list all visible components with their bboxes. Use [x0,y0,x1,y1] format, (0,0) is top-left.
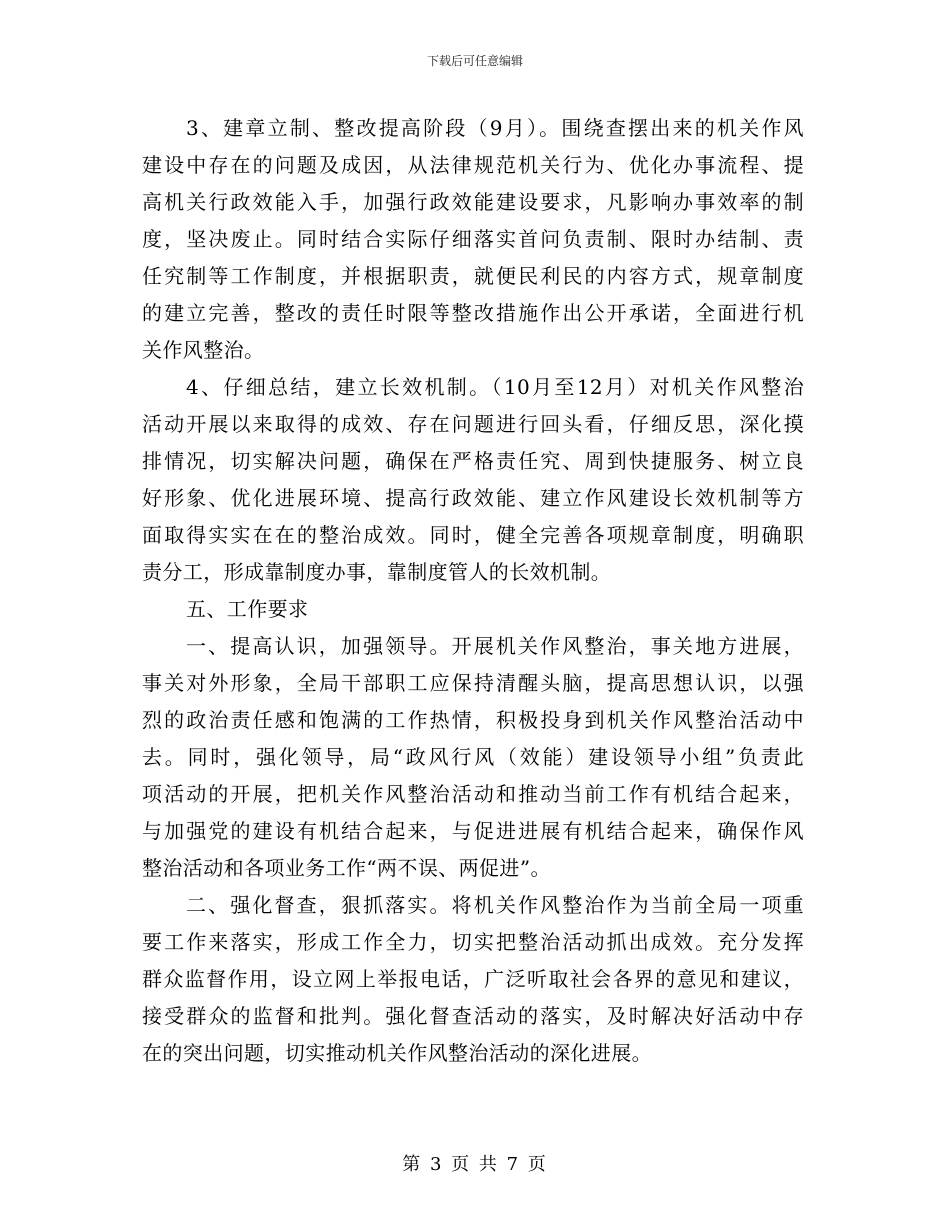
paragraph-4-line-2: 事关对外形象，全局干部职工应保持清醒头脑，提高思想认识，以强 [142,671,804,695]
paragraph-4-line-1: 一、提高认识，加强领导。开展机关作风整治，事关地方进展， [186,634,804,658]
section-heading-work-requirements: 五、工作要求 [186,597,309,621]
paragraph-5-line-2: 要工作来落实，形成工作全力，切实把整治活动抓出成效。充分发挥 [142,930,804,954]
paragraph-5-line-4: 接受群众的监督和批判。强化督查活动的落实，及时解决好活动中存 [142,1004,804,1028]
paragraph-2-line-4: 好形象、优化进展环境、提高行政效能、建立作风建设长效机制等方 [142,486,804,510]
page-number-footer: 第 3 页 共 7 页 [402,1154,548,1175]
paragraph-1-line-4: 度，坚决废止。同时结合实际仔细落实首问负责制、限时办结制、责 [142,227,804,251]
paragraph-4-line-5: 项活动的开展，把机关作风整治活动和推动当前工作有机结合起来， [142,782,804,806]
document-body [142,110,804,1072]
paragraph-5-line-1: 二、强化督查，狠抓落实。将机关作风整治作为当前全局一项重 [186,893,804,917]
paragraph-4-line-4: 去。同时，强化领导，局“政风行风（效能）建设领导小组”负责此 [142,745,804,769]
paragraph-2-line-3: 排情况，切实解决问题，确保在严格责任究、周到快捷服务、树立良 [142,449,804,473]
paragraph-4-line-6: 与加强党的建设有机结合起来，与促进进展有机结合起来，确保作风 [142,819,804,843]
paragraph-4-line-7: 整治活动和各项业务工作“两不误、两促进”。 [142,856,551,880]
paragraph-1-line-5: 任究制等工作制度，并根据职责，就便民利民的内容方式，规章制度 [142,264,804,288]
paragraph-2-line-6: 责分工，形成靠制度办事，靠制度管人的长效机制。 [142,560,612,584]
paragraph-2-line-5: 面取得实实在在的整治成效。同时，健全完善各项规章制度，明确职 [142,523,804,547]
paragraph-2-line-2: 活动开展以来取得的成效、存在问题进行回头看，仔细反思，深化摸 [142,412,804,436]
paragraph-5-line-5: 在的突出问题，切实推动机关作风整治活动的深化进展。 [142,1041,652,1065]
paragraph-1-line-6: 的建立完善，整改的责任时限等整改措施作出公开承诺，全面进行机 [142,301,804,325]
paragraph-1-line-7: 关作风整治。 [142,338,265,362]
paragraph-1-line-2: 建设中存在的问题及成因，从法律规范机关行为、优化办事流程、提 [142,153,804,177]
paragraph-1-line-1: 3、建章立制、整改提高阶段（9月）。围绕查摆出来的机关作风 [186,116,804,140]
paragraph-2-line-1: 4、仔细总结，建立长效机制。（10月至12月）对机关作风整治 [186,375,804,399]
page-header-note: 下载后可任意编辑 [426,54,523,68]
paragraph-1-line-3: 高机关行政效能入手，加强行政效能建设要求，凡影响办事效率的制 [142,190,804,214]
paragraph-4-line-3: 烈的政治责任感和饱满的工作热情，积极投身到机关作风整治活动中 [142,708,804,732]
paragraph-5-line-3: 群众监督作用，设立网上举报电话，广泛听取社会各界的意见和建议， [142,967,804,991]
